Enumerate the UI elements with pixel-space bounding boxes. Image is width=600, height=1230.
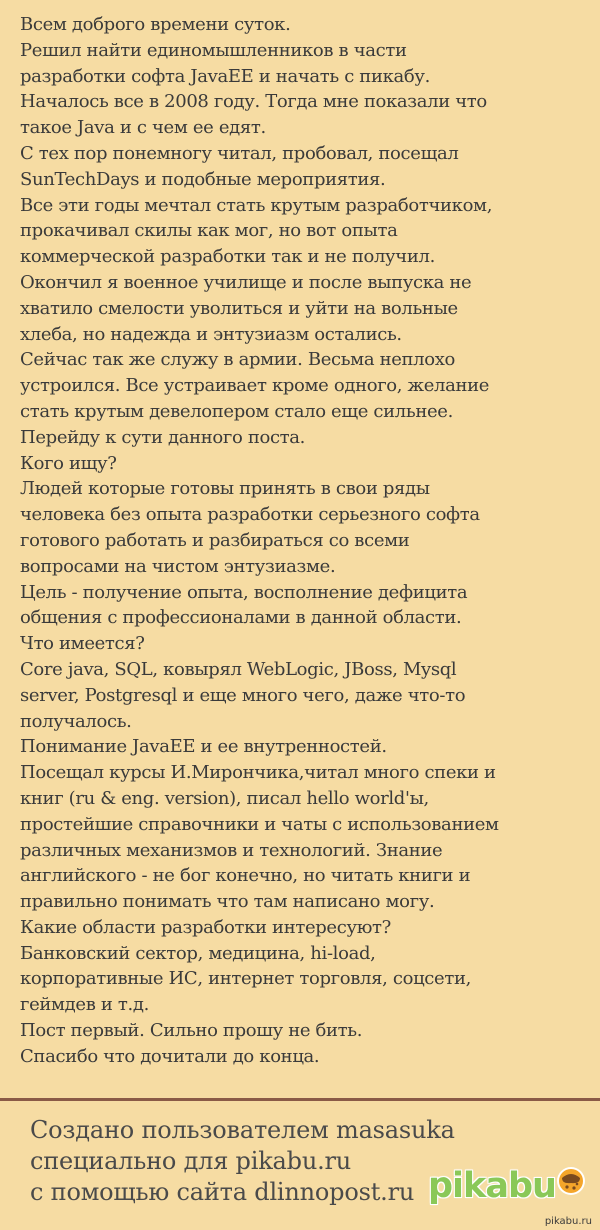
post-line: Пост первый. Сильно прошу не бить. — [20, 1020, 363, 1042]
footer-divider — [0, 1098, 600, 1101]
post-line: прокачивал скилы как мог, но вот опыта — [20, 220, 398, 242]
post-line: правильно понимать что там написано могу. — [20, 891, 435, 913]
post-line: Всем доброго времени суток. — [20, 14, 291, 35]
footer-author-line: Создано пользователем masasuka — [30, 1116, 455, 1144]
footer-credits — [30, 1115, 455, 1208]
post-line: книг (ru & eng. version), писал hello world'ы, — [20, 787, 429, 809]
post-line: хлеба, но надежда и энтузиазм остались. — [20, 323, 402, 345]
post-line: хватило смелости уволиться и уйти на вольные — [20, 297, 458, 319]
post-line: Цель - получение опыта, восполнение дефицита — [20, 581, 468, 603]
post-line: устроился. Все устраивает кроме одного, желание — [20, 375, 490, 397]
pikabu-logo[interactable] — [428, 1163, 588, 1209]
post-line: server, Postgresql и еще много чего, даже что-то — [20, 684, 466, 706]
post-line: Банковский сектор, медицина, hi-load, — [20, 942, 376, 964]
post-line: различных механизмов и технологий. Знание — [20, 839, 443, 861]
post-line: Какие области разработки интересуют? — [20, 916, 391, 938]
post-line: Решил найти единомышленников в части — [20, 39, 407, 61]
post-line: простейшие справочники и чаты с использованием — [20, 813, 499, 835]
post-line: Посещал курсы И.Мирончика,читал много спеки и — [20, 762, 496, 784]
post-line: получалось. — [20, 710, 132, 732]
post-line: Людей которые готовы принять в свои ряды — [20, 478, 430, 500]
footer-site-line: специально для pikabu.ru — [30, 1147, 352, 1175]
post-line: общения с профессионалами в данной области. — [20, 607, 462, 629]
post-line: разработки софта JavaEE и начать с пикабу. — [20, 65, 430, 87]
post-line: Спасибо что дочитали до конца. — [20, 1045, 320, 1067]
post-line: Сейчас так же служу в армии. Весьма неплохо — [20, 349, 456, 371]
post-line: Перейду к сути данного поста. — [20, 426, 306, 448]
post-line: С тех пор понемногу читал, пробовал, посещал — [20, 142, 459, 164]
cookie-icon — [554, 1164, 588, 1198]
post-line: стать крутым девелопером стало еще сильнее. — [20, 400, 453, 422]
pikabu-logo-text: pikabu — [428, 1166, 556, 1206]
site-caption: pikabu.ru — [544, 1216, 592, 1227]
post-line: SunTechDays и подобные мероприятия. — [20, 168, 386, 190]
post-line: Началось все в 2008 году. Тогда мне показали что — [20, 91, 487, 113]
footer-generator-line: с помощью сайта dlinnopost.ru — [30, 1178, 415, 1206]
post-line: Понимание JavaEE и ее внутренностей. — [20, 736, 387, 758]
post-line: Core java, SQL, ковырял WebLogic, JBoss, Mysql — [20, 658, 457, 680]
post-line: готового работать и разбираться со всеми — [20, 529, 410, 551]
post-line: Кого ищу? — [20, 452, 117, 474]
post-line: Что имеется? — [20, 633, 145, 655]
post-line: английского - не бог конечно, но читать книги и — [20, 865, 471, 887]
post-line: геймдев и т.д. — [20, 994, 149, 1016]
post-line: человека без опыта разработки серьезного софта — [20, 504, 480, 526]
post-line: вопросами на чистом энтузиазме. — [20, 555, 336, 577]
post-line: такое Java и с чем ее едят. — [20, 117, 266, 139]
post-line: Все эти годы мечтал стать крутым разработчиком, — [20, 194, 493, 216]
post-body — [20, 12, 595, 1070]
post-line: Окончил я военное училище и после выпуска не — [20, 271, 472, 293]
post-line: коммерческой разработки так и не получил. — [20, 246, 435, 268]
post-line: корпоративные ИС, интернет торговля, соцсети, — [20, 968, 471, 990]
